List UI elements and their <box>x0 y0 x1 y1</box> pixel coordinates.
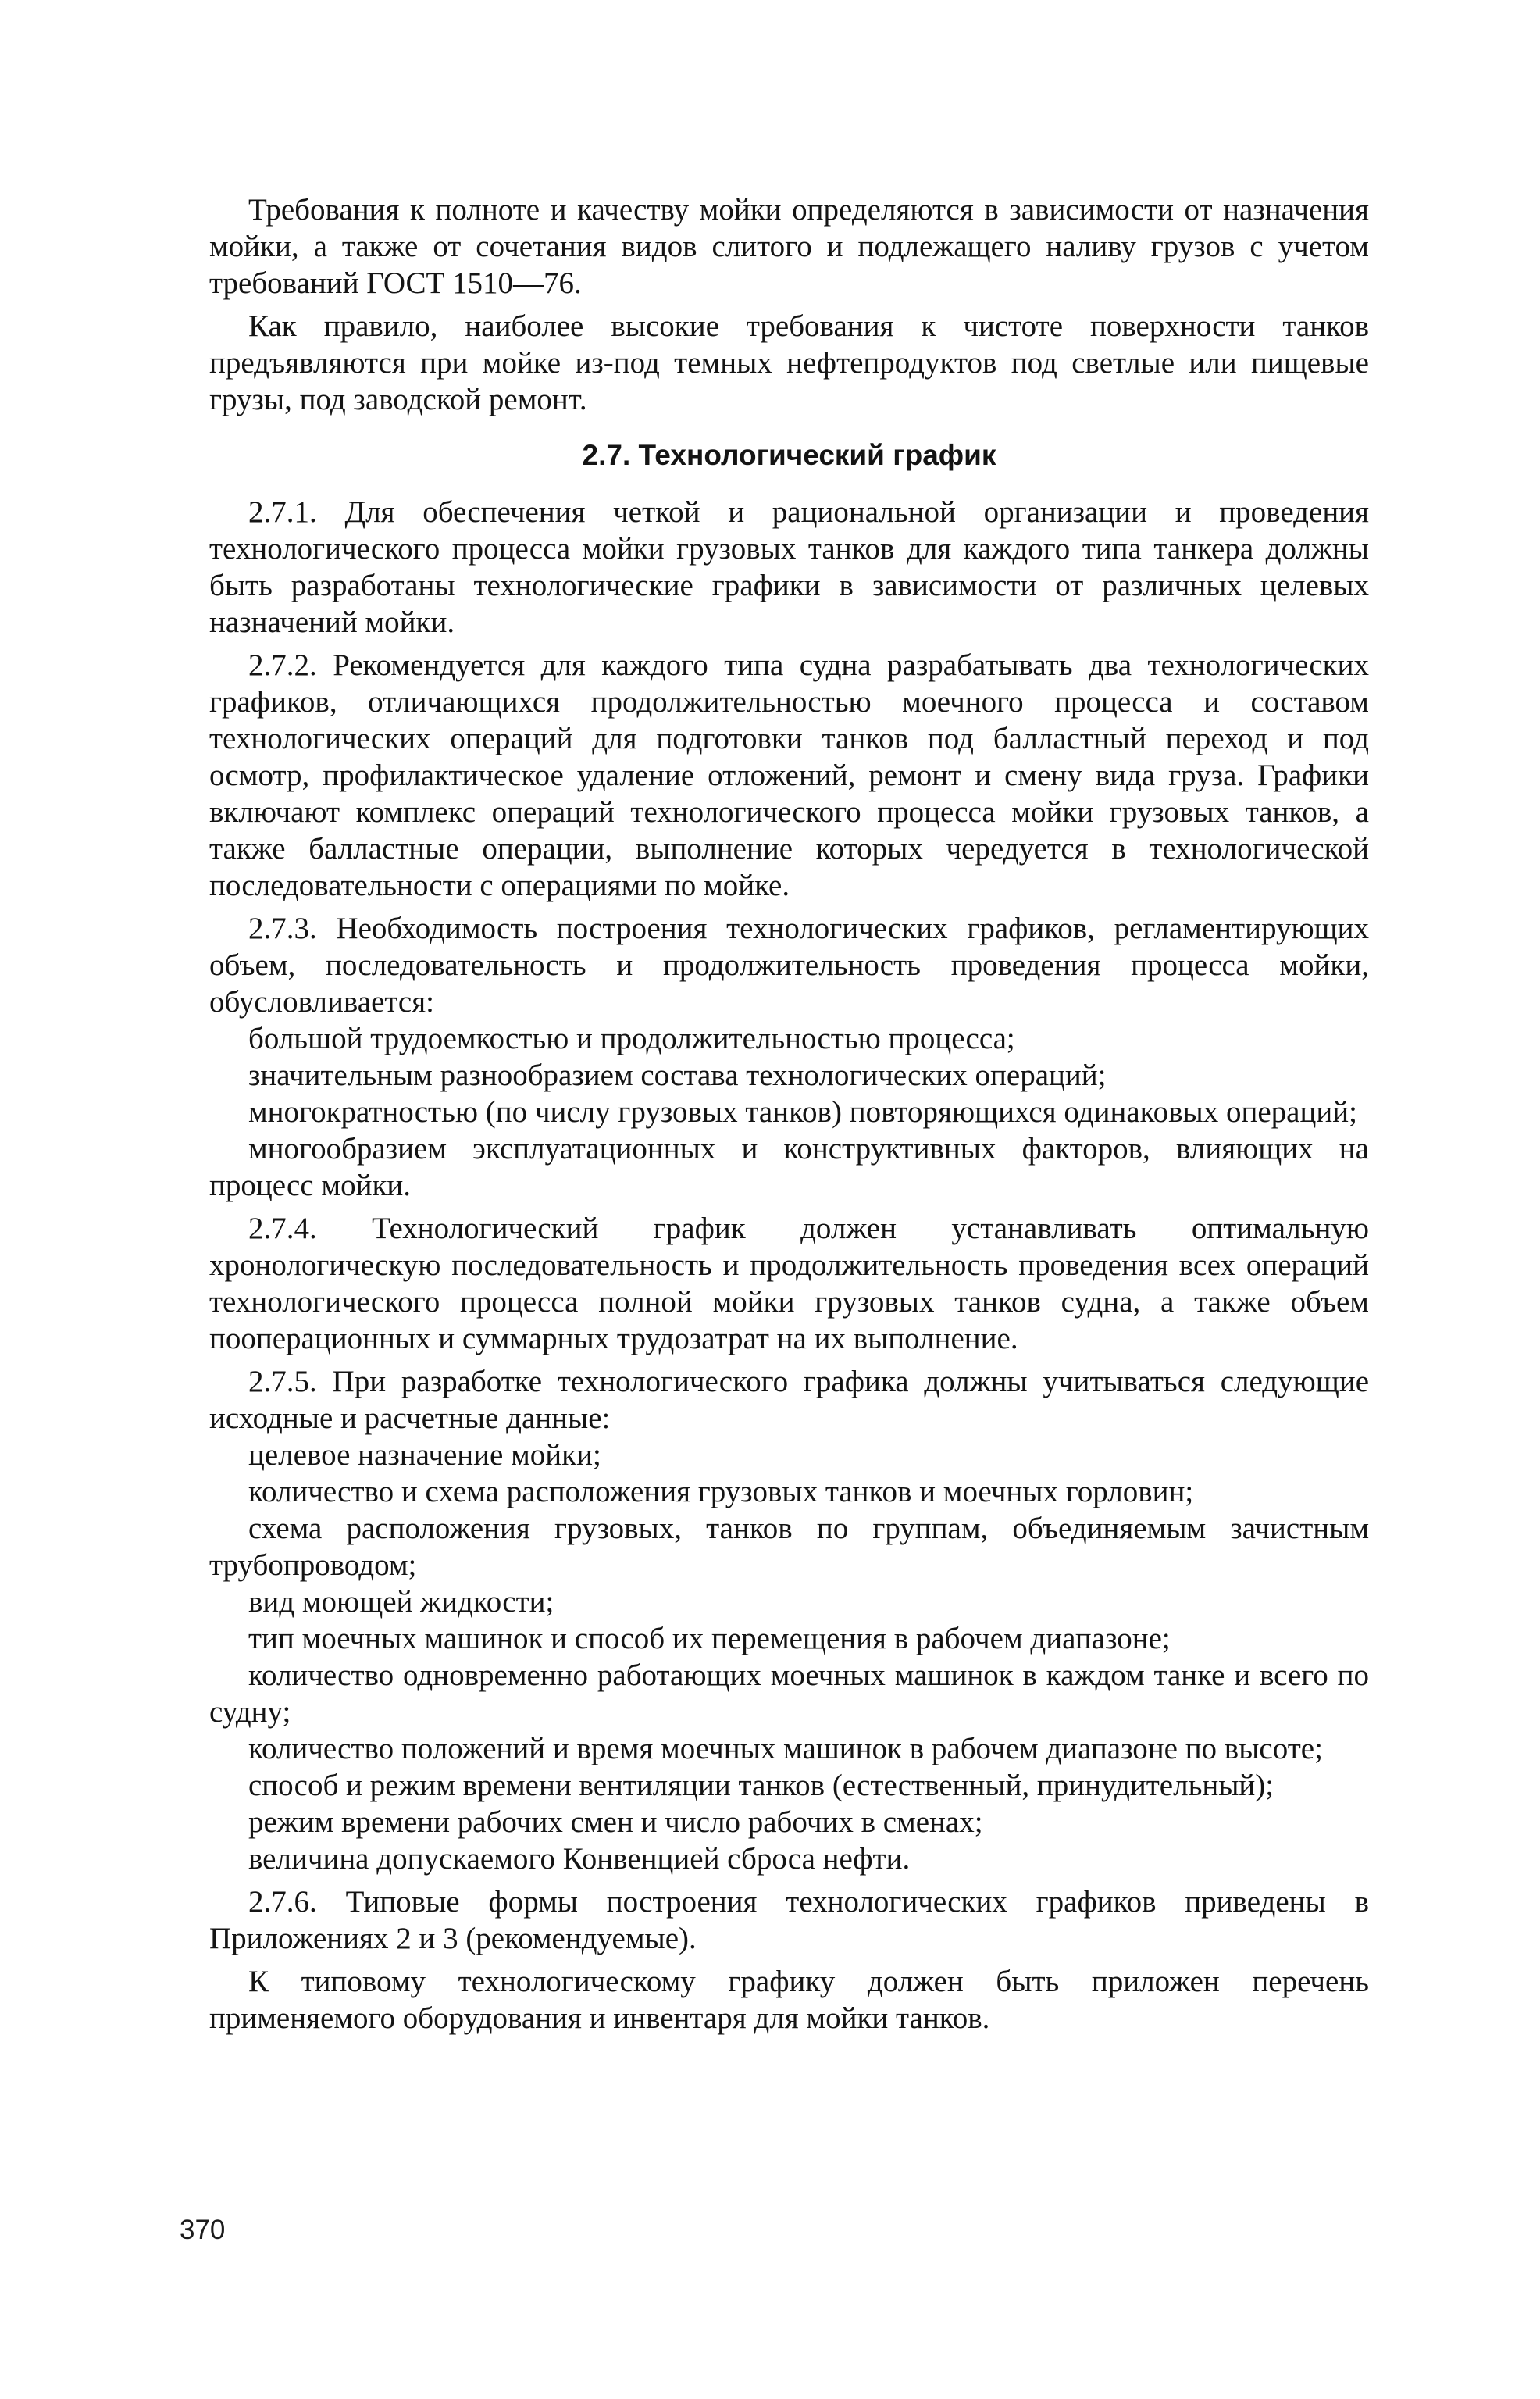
paragraph-2-7-4: 2.7.4. Технологический график должен устанавливать оптимальную хронологическую последовательность и продолжительность проведения всех операций технологического процесса полной мойки грузовых танков судна, а также объем пооперационных и суммарных трудозатрат на их выполнение. <box>209 1212 1369 1355</box>
list-item: большой трудоемкостью и продолжительностью процесса; <box>248 1022 1015 1055</box>
paragraph-final: К типовому технологическому графику должен быть приложен перечень применяемого оборудования и инвентаря для мойки танков. <box>209 1965 1369 2035</box>
list-item: тип моечных машинок и способ их перемещения в рабочем диапазоне; <box>248 1622 1171 1655</box>
list-item: количество одновременно работающих моечных машинок в каждом танке и всего по судну; <box>209 1658 1369 1729</box>
list-item: количество и схема расположения грузовых танков и моечных горловин; <box>248 1475 1194 1508</box>
paragraph-2-7-3: 2.7.3. Необходимость построения технологических графиков, регламентирующих объем, последовательность и продолжительность проведения процесса мойки, обусловливается: <box>209 912 1369 1019</box>
document-page <box>209 191 1369 2037</box>
list-item: количество положений и время моечных машинок в рабочем диапазоне по высоте; <box>248 1732 1323 1765</box>
paragraph-intro-1: Требования к полноте и качеству мойки определяются в зависимости от назначения мойки, а также от сочетания видов слитого и подлежащего наливу грузов с учетом требований ГОСТ 1510—76. <box>209 193 1369 300</box>
list-item: многообразием эксплуатационных и конструктивных факторов, влияющих на процесс мойки. <box>209 1132 1369 1202</box>
section-heading: 2.7. Технологический график <box>582 439 996 471</box>
paragraph-2-7-5: 2.7.5. При разработке технологического графика должны учитываться следующие исходные и расчетные данные: <box>209 1365 1369 1435</box>
list-item: схема расположения грузовых, танков по группам, объединяемым зачистным трубопроводом; <box>209 1512 1369 1582</box>
list-item: величина допускаемого Конвенцией сброса нефти. <box>248 1842 911 1876</box>
list-item: значительным разнообразием состава технологических операций; <box>248 1058 1107 1092</box>
paragraph-intro-2: Как правило, наиболее высокие требования к чистоте поверхности танков предъявляются при мойке из-под темных нефтепродуктов под светлые или пищевые грузы, под заводской ремонт. <box>209 309 1369 416</box>
list-item: режим времени рабочих смен и число рабочих в сменах; <box>248 1805 983 1839</box>
list-item: многократностью (по числу грузовых танков) повторяющихся одинаковых операций; <box>248 1095 1357 1129</box>
paragraph-2-7-1: 2.7.1. Для обеспечения четкой и рациональной организации и проведения технологического процесса мойки грузовых танков для каждого типа танкера должны быть разработаны технологические графики в зависимости от различных целевых назначений мойки. <box>209 495 1369 639</box>
list-item: целевое назначение мойки; <box>248 1438 601 1472</box>
page-number: 370 <box>180 2215 226 2245</box>
list-item: вид моющей жидкости; <box>248 1585 554 1619</box>
list-item: способ и режим времени вентиляции танков (естественный, принудительный); <box>248 1769 1274 1802</box>
paragraph-2-7-6: 2.7.6. Типовые формы построения технологических графиков приведены в Приложениях 2 и 3 (рекомендуемые). <box>209 1885 1369 1955</box>
paragraph-2-7-2: 2.7.2. Рекомендуется для каждого типа судна разрабатывать два технологических графиков, отличающихся продолжительностью моечного процесса и составом технологических операций для подготовки танков под балластный переход и под осмотр, профилактическое удаление отложений, ремонт и смену вида груза. Графики включают комплекс операций технологического процесса мойки грузовых танков, а также балластные операции, выполнение которых чередуется в технологической последовательности с операциями по мойке. <box>209 648 1369 902</box>
